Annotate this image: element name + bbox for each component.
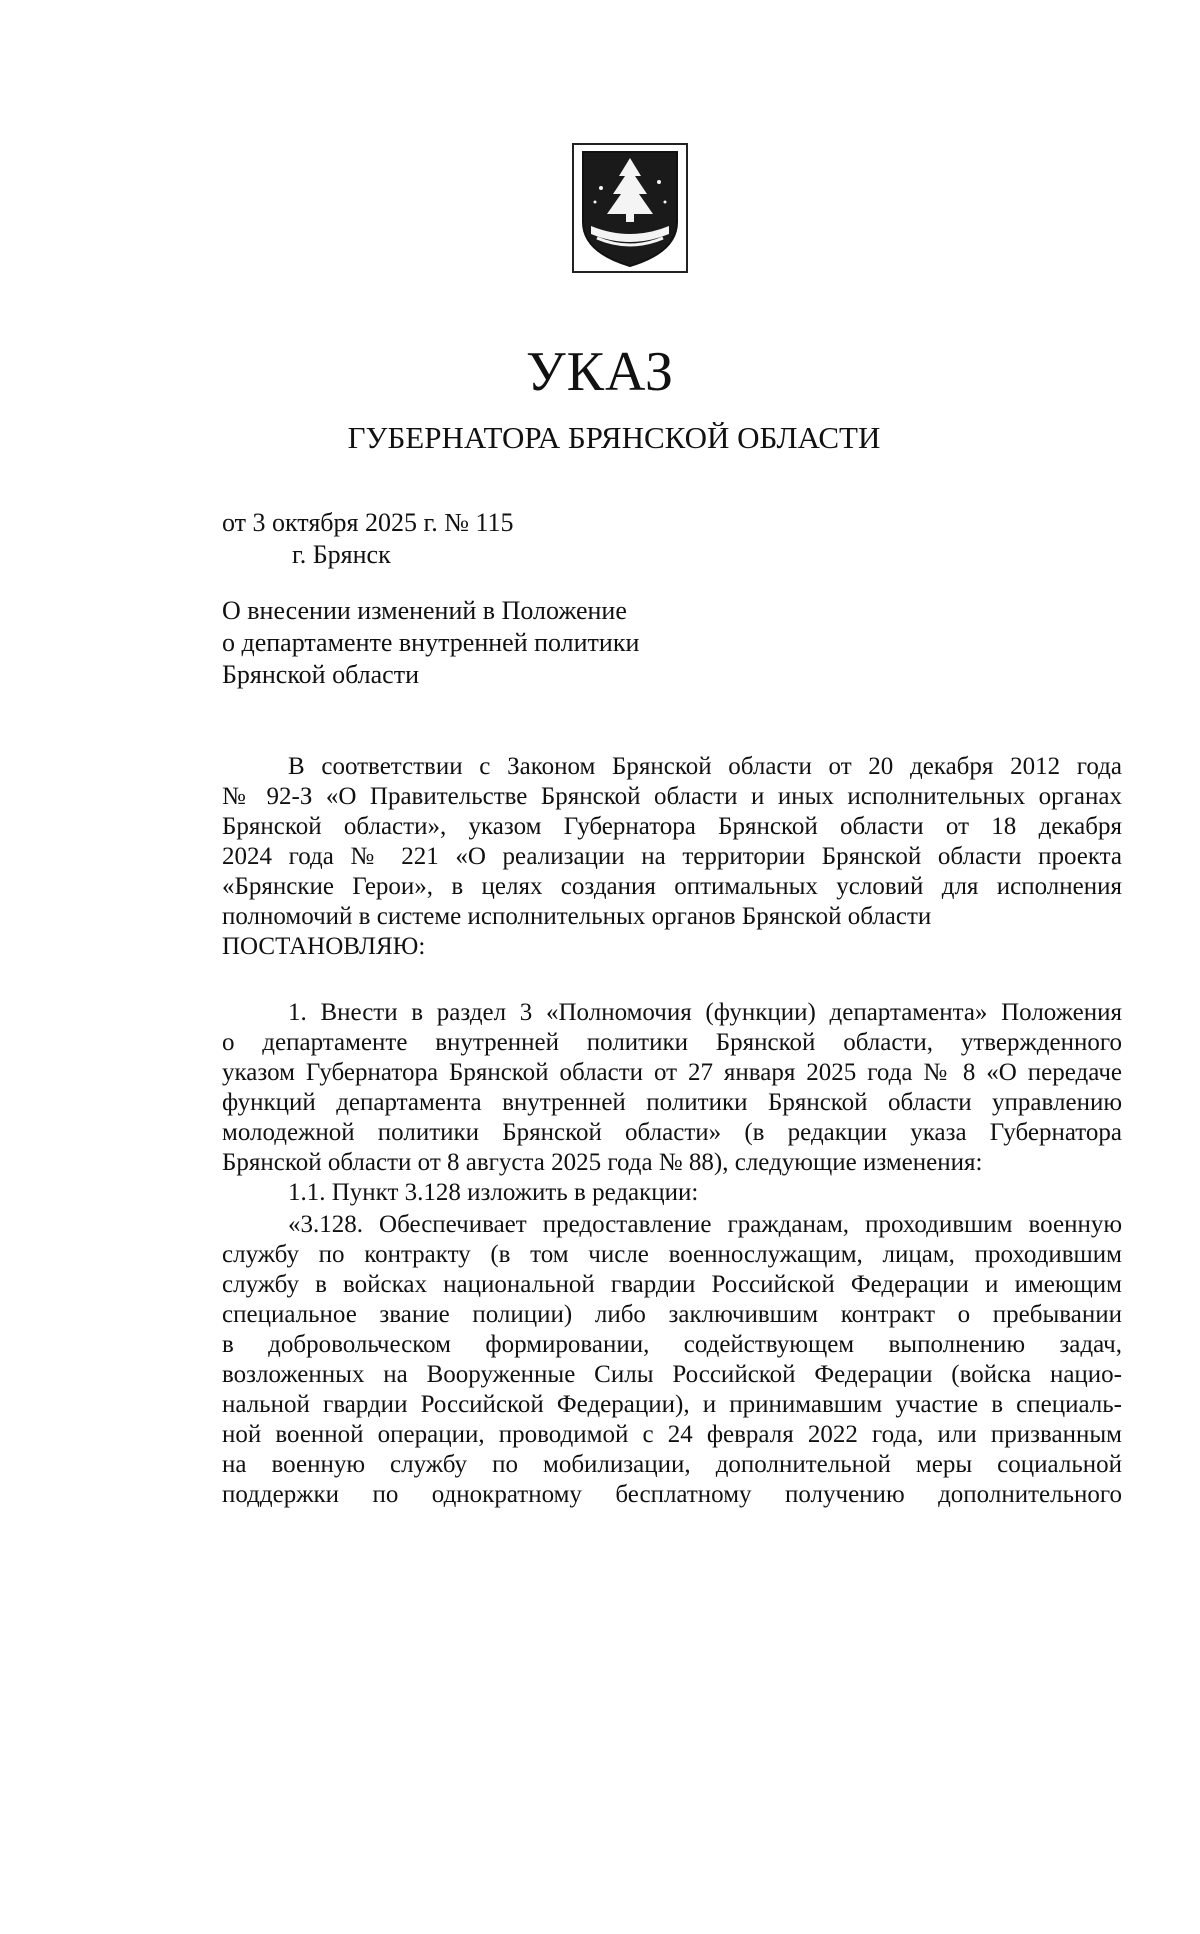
clause-line: на военную службу по мобилизации, дополнительной меры социальной bbox=[222, 1451, 1122, 1478]
subject-line-1: О внесении изменений в Положение bbox=[222, 596, 627, 625]
clause-line: «3.128. Обеспечивает предоставление гражданам, проходившим военную bbox=[288, 1211, 1122, 1238]
decree-keyword: ПОСТАНОВЛЯЮ: bbox=[222, 933, 426, 960]
clause-line: специальное звание полиции) либо заключившим контракт о пребывании bbox=[222, 1301, 1122, 1328]
clause-line: в добровольческом формировании, содействующем выполнению задач, bbox=[222, 1331, 1122, 1358]
preamble-line: 2024 года № 221 «О реализации на территории Брянской области проекта bbox=[222, 843, 1122, 870]
item-1-line: Брянской области от 8 августа 2025 года № 88), следующие изменения: bbox=[222, 1149, 983, 1176]
clause-line: возложенных на Вооруженные Силы Российской Федерации (войска нацио- bbox=[222, 1361, 1122, 1388]
date-line: от 3 октября 2025 г. № 115 bbox=[222, 508, 514, 537]
clause-line: ной военной операции, проводимой с 24 февраля 2022 года, или призванным bbox=[222, 1421, 1122, 1448]
item-1-line: о департаменте внутренней политики Брянской области, утвержденного bbox=[222, 1029, 1122, 1056]
item-1-line: функций департамента внутренней политики Брянской области управлению bbox=[222, 1089, 1122, 1116]
clause-line: поддержки по однократному бесплатному получению дополнительного bbox=[222, 1481, 1122, 1508]
preamble-line: Брянской области», указом Губернатора Брянской области от 18 декабря bbox=[222, 813, 1122, 840]
subject-line-3: Брянской области bbox=[222, 660, 419, 689]
item-1-line: 1. Внести в раздел 3 «Полномочия (функции) департамента» Положения bbox=[288, 999, 1122, 1026]
preamble-line: «Брянские Герои», в целях создания оптимальных условий для исполнения bbox=[222, 873, 1122, 900]
clause-line: нальной гвардии Российской Федерации), и принимавшим участие в специаль- bbox=[222, 1391, 1122, 1418]
subject-line-2: о департаменте внутренней политики bbox=[222, 628, 640, 657]
document-title: УКАЗ bbox=[525, 341, 675, 403]
coat-of-arms-emblem bbox=[571, 142, 689, 274]
preamble-line: В соответствии с Законом Брянской области от 20 декабря 2012 года bbox=[288, 753, 1122, 780]
preamble-line: № 92-З «О Правительстве Брянской области и иных исполнительных органах bbox=[222, 783, 1122, 810]
clause-line: службу в войсках национальной гвардии Российской Федерации и имеющим bbox=[222, 1271, 1122, 1298]
document-subtitle: ГУБЕРНАТОРА БРЯНСКОЙ ОБЛАСТИ bbox=[347, 420, 881, 455]
clause-line: службу по контракту (в том числе военнослужащим, лицам, проходившим bbox=[222, 1241, 1122, 1268]
preamble-line: полномочий в системе исполнительных органов Брянской области bbox=[222, 903, 932, 930]
item-1-line: молодежной политики Брянской области» (в редакции указа Губернатора bbox=[222, 1119, 1122, 1146]
item-1-1: 1.1. Пункт 3.128 изложить в редакции: bbox=[288, 1179, 699, 1206]
item-1-line: указом Губернатора Брянской области от 27 января 2025 года № 8 «О передаче bbox=[222, 1059, 1122, 1086]
city-line: г. Брянск bbox=[292, 540, 391, 569]
